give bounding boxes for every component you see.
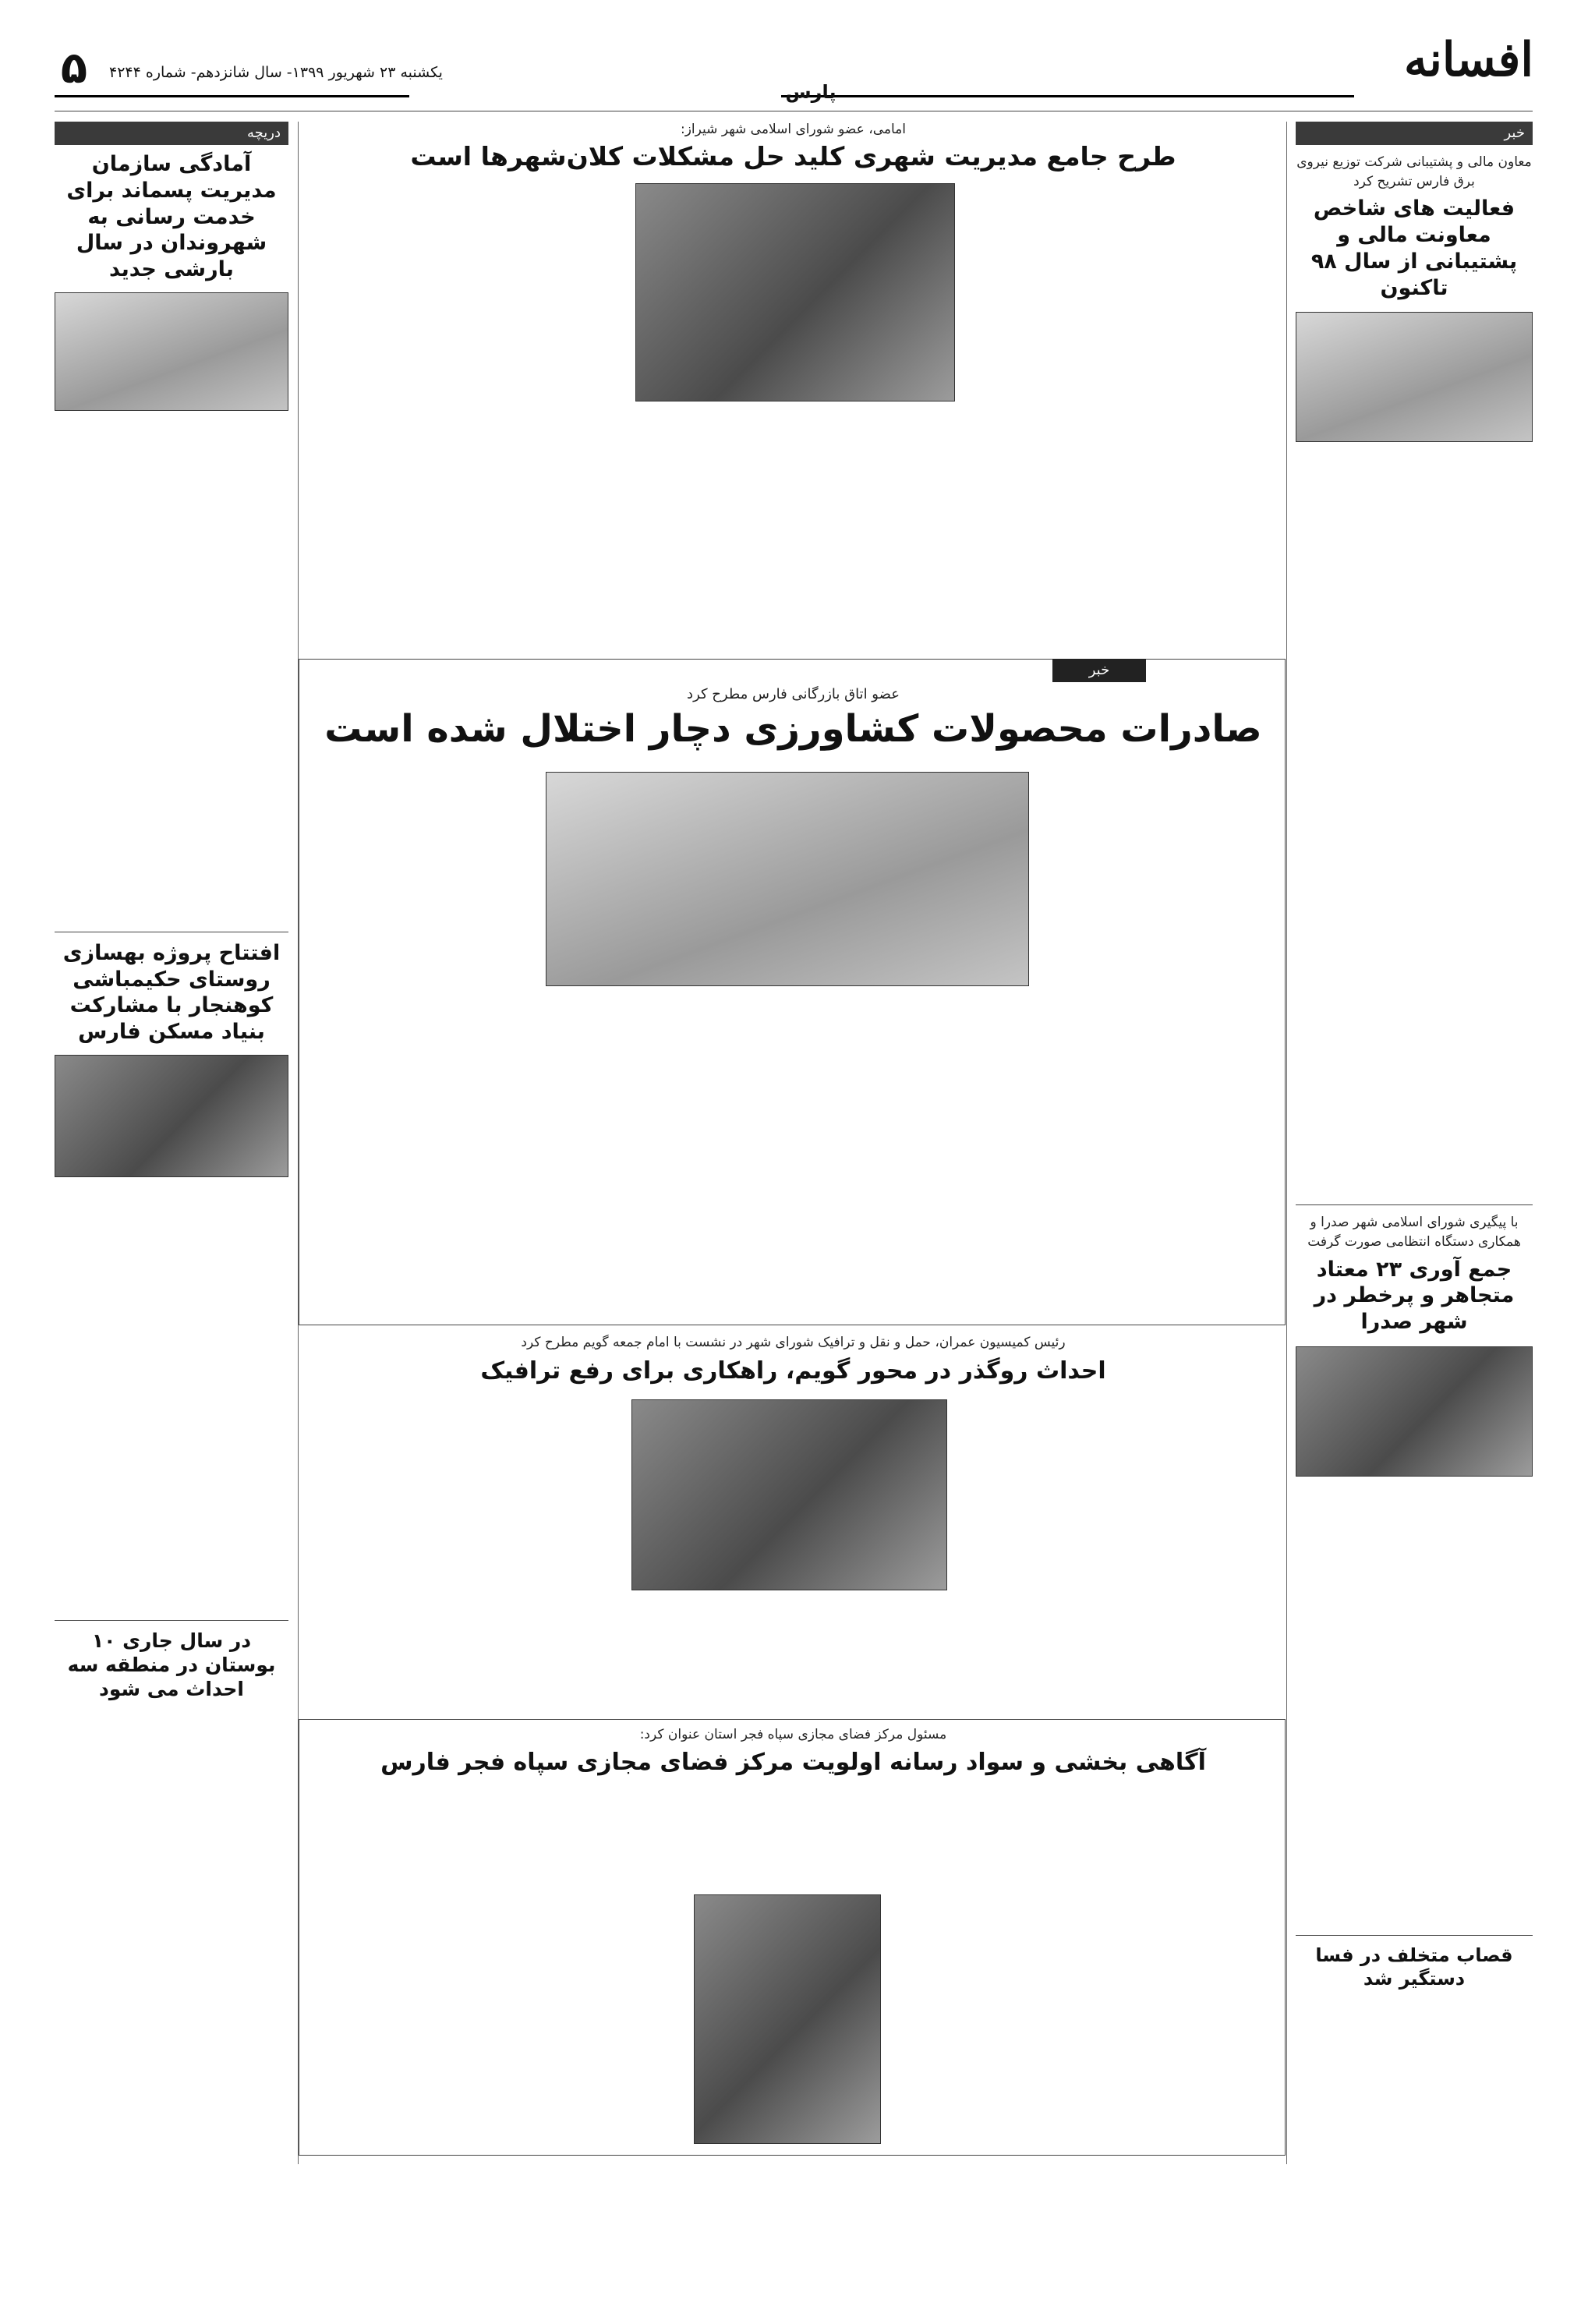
ls-story1-photo — [55, 292, 288, 411]
rs-story2-headline: جمع آوری ۲۳ معتاد متجاهر و پرخطر در شهر صدرا — [1314, 1257, 1515, 1335]
ls-divider-2 — [55, 1620, 288, 1621]
ls-story3-body — [55, 1708, 288, 2114]
top-story-kicker: امامی، عضو شورای اسلامی شهر شیراز: — [681, 122, 906, 137]
top-story-col-middle — [635, 409, 955, 651]
ls-story2-body — [55, 1185, 288, 1614]
rs-story3-headline: قصاب متخلف در فسا دستگیر شد — [1315, 1944, 1513, 1990]
top-story-col-left — [308, 183, 628, 651]
main-story-tag: خبر — [1052, 659, 1146, 682]
traffic-story-kicker: رئیس کمیسیون عمران، حمل و نقل و ترافیک شورای شهر در نشست با امام جمعه گویم مطرح کرد — [521, 1335, 1066, 1350]
media-story-col-3 — [694, 1789, 881, 1887]
traffic-story-photo — [631, 1399, 947, 1590]
masthead-rule-right — [781, 95, 1354, 97]
main-story-col-3 — [546, 994, 783, 1314]
right-column-rule — [1286, 122, 1287, 2164]
traffic-story-col-middle — [631, 1598, 947, 1711]
date-line: یکشنبه ۲۳ شهریور ۱۳۹۹- سال شانزدهم- شماره ۴۲۴۴ — [109, 64, 443, 81]
right-sidebar — [1296, 122, 1533, 2164]
page-number: ۵ — [60, 43, 88, 94]
top-story-photo — [635, 183, 955, 401]
rs-story1-photo — [1296, 312, 1533, 442]
rs-story1-kicker: معاون مالی و پشتیبانی شرکت توزیع نیروی برق فارس تشریح کرد — [1296, 154, 1532, 189]
rs-story2-kicker: با پیگیری شورای اسلامی شهر صدرا و همکاری دستگاه انتظامی صورت گرفت — [1307, 1215, 1521, 1250]
left-sidebar — [55, 122, 288, 2164]
rs-story2-photo — [1296, 1346, 1533, 1477]
ls-story2-photo — [55, 1055, 288, 1177]
media-story-col-4 — [499, 1789, 686, 2144]
rs-story1-headline: فعالیت های شاخص معاونت مالی و پشتیبانی از سال ۹۸ تاکنون — [1310, 196, 1518, 300]
section-title: پارس — [785, 81, 836, 103]
main-story-col-2 — [791, 994, 1029, 1314]
left-sidebar-tag: دریچه — [55, 122, 288, 145]
rs-story3-body — [1296, 1997, 1533, 2324]
rs-story2-body — [1296, 1484, 1533, 1929]
rs-divider-1 — [1296, 1204, 1533, 1205]
right-sidebar-tag: خبر — [1296, 122, 1533, 145]
media-story-photo — [694, 1894, 881, 2144]
main-story-kicker: عضو اتاق بازرگانی فارس مطرح کرد — [687, 686, 900, 702]
ls-story2-headline: افتتاح پروژه بهسازی روستای حکیمباشی کوهنجار با مشارکت بنیاد مسکن فارس — [62, 940, 281, 1044]
media-story-col-2 — [889, 1789, 1076, 2144]
top-story-col-right — [963, 183, 1279, 651]
traffic-story-col-right — [955, 1399, 1279, 1711]
masthead-rule-left — [55, 95, 409, 97]
media-story-col-1 — [1084, 1789, 1275, 2144]
traffic-story-headline: احداث روگذر در محور گویم، راهکاری برای رفع ترافیک — [480, 1357, 1106, 1385]
ls-story1-headline: آمادگی سازمان مدیریت پسماند برای خدمت رسانی به شهروندان در سال بارشی جدید — [66, 152, 277, 281]
top-story-headline: طرح جامع مدیریت شهری کلید حل مشکلات کلان‌شهرها است — [410, 141, 1176, 172]
media-story-kicker: مسئول مرکز فضای مجازی سپاه فجر استان عنوان کرد: — [639, 1727, 947, 1742]
main-story-headline: صادرات محصولات کشاورزی دچار اختلال شده است — [324, 707, 1262, 751]
media-story-col-5 — [308, 1789, 491, 2144]
media-story-headline: آگاهی بخشی و سواد رسانه اولویت مرکز فضای مجازی سپاه فجر فارس — [380, 1749, 1206, 1776]
masthead-logo: افسانه — [1403, 33, 1533, 87]
main-story-col-1 — [1037, 768, 1275, 1314]
ls-story1-body — [55, 419, 288, 925]
rs-story1-body — [1296, 450, 1533, 1198]
main-story-photo — [546, 772, 1029, 986]
main-story-col-4 — [308, 768, 538, 1314]
ls-story3-headline: در سال جاری ۱۰ بوستان در منطقه سه احداث می شود — [67, 1629, 276, 1701]
rs-divider-2 — [1296, 1935, 1533, 1936]
traffic-story-col-left — [308, 1399, 624, 1711]
